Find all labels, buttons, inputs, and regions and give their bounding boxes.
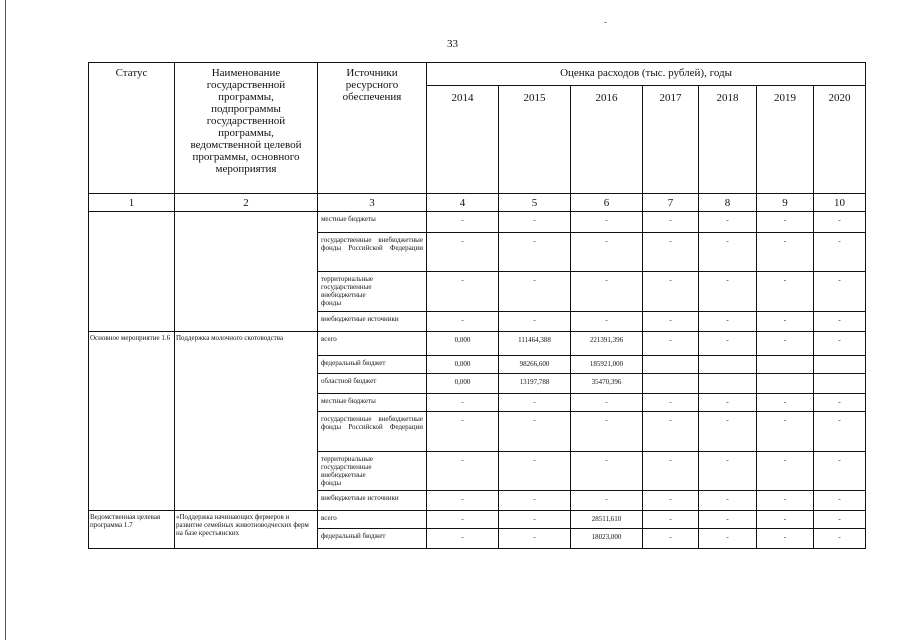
page-number: 33 xyxy=(447,38,458,50)
value-cell: - xyxy=(499,511,571,529)
value-cell: - xyxy=(499,312,571,332)
source-cell: областной бюджет xyxy=(318,374,427,394)
value-cell xyxy=(757,374,814,394)
value-cell: - xyxy=(571,312,643,332)
value-cell: - xyxy=(814,212,866,233)
value-cell: - xyxy=(814,529,866,549)
year-2016: 2016 xyxy=(571,86,643,194)
value-cell: - xyxy=(699,452,757,491)
value-cell: - xyxy=(571,491,643,511)
value-cell xyxy=(814,356,866,374)
value-cell: - xyxy=(571,272,643,312)
table-row xyxy=(89,511,866,529)
value-cell: - xyxy=(699,312,757,332)
value-cell: - xyxy=(643,491,699,511)
value-cell: 13197,788 xyxy=(499,374,571,394)
value-cell: 0,000 xyxy=(427,374,499,394)
year-2020: 2020 xyxy=(814,86,866,194)
value-cell: - xyxy=(499,412,571,452)
value-cell: - xyxy=(427,412,499,452)
value-cell: 98266,600 xyxy=(499,356,571,374)
value-cell: - xyxy=(499,272,571,312)
header-expenses: Оценка расходов (тыс. рублей), годы xyxy=(427,63,866,86)
value-cell: - xyxy=(699,233,757,272)
year-2017: 2017 xyxy=(643,86,699,194)
value-cell: - xyxy=(427,452,499,491)
value-cell: - xyxy=(757,412,814,452)
value-cell: - xyxy=(643,272,699,312)
value-cell: 185921,000 xyxy=(571,356,643,374)
value-cell: 18023,000 xyxy=(571,529,643,549)
value-cell: - xyxy=(757,491,814,511)
value-cell: - xyxy=(427,529,499,549)
source-cell: государственные внебюджетные фонды Российской Федерации xyxy=(318,412,427,452)
value-cell: - xyxy=(571,452,643,491)
source-cell: федеральный бюджет xyxy=(318,356,427,374)
value-cell: - xyxy=(814,511,866,529)
value-cell: 28511,610 xyxy=(571,511,643,529)
value-cell: - xyxy=(499,452,571,491)
value-cell: - xyxy=(427,272,499,312)
value-cell: - xyxy=(757,312,814,332)
header-status: Статус xyxy=(89,63,175,194)
value-cell: - xyxy=(814,312,866,332)
page-edge-line xyxy=(5,0,6,640)
value-cell: 0,000 xyxy=(427,356,499,374)
scan-artifact xyxy=(604,22,607,23)
value-cell: - xyxy=(499,212,571,233)
value-cell: - xyxy=(499,233,571,272)
value-cell: - xyxy=(814,272,866,312)
value-cell: - xyxy=(814,491,866,511)
value-cell: - xyxy=(571,212,643,233)
value-cell: - xyxy=(499,491,571,511)
column-numbers-row xyxy=(89,194,866,212)
year-2015: 2015 xyxy=(499,86,571,194)
value-cell: 111464,388 xyxy=(499,332,571,356)
value-cell: - xyxy=(699,394,757,412)
value-cell: - xyxy=(571,412,643,452)
value-cell: - xyxy=(814,233,866,272)
value-cell: - xyxy=(643,412,699,452)
value-cell: - xyxy=(427,233,499,272)
col-number: 5 xyxy=(499,194,571,212)
table-row xyxy=(89,332,866,356)
value-cell: - xyxy=(699,332,757,356)
value-cell: 0,000 xyxy=(427,332,499,356)
name-cell-empty xyxy=(175,212,318,332)
value-cell: - xyxy=(643,452,699,491)
budget-table xyxy=(88,62,866,549)
value-cell: - xyxy=(427,394,499,412)
source-cell: территориальные государственные внебюджетные фонды xyxy=(318,272,427,312)
value-cell: - xyxy=(427,491,499,511)
source-cell: местные бюджеты xyxy=(318,394,427,412)
value-cell: - xyxy=(699,212,757,233)
source-cell: территориальные государственные внебюджетные фонды xyxy=(318,452,427,491)
value-cell: - xyxy=(757,272,814,312)
value-cell: - xyxy=(757,394,814,412)
value-cell: - xyxy=(757,511,814,529)
value-cell: - xyxy=(699,511,757,529)
value-cell: - xyxy=(699,412,757,452)
col-number: 2 xyxy=(175,194,318,212)
value-cell: - xyxy=(757,452,814,491)
value-cell: 35470,396 xyxy=(571,374,643,394)
value-cell: - xyxy=(814,412,866,452)
table-row xyxy=(89,212,866,233)
value-cell: - xyxy=(571,394,643,412)
value-cell: - xyxy=(699,272,757,312)
value-cell: - xyxy=(643,212,699,233)
value-cell: - xyxy=(643,312,699,332)
source-cell: государственные внебюджетные фонды Российской Федерации xyxy=(318,233,427,272)
source-cell: всего xyxy=(318,511,427,529)
year-2019: 2019 xyxy=(757,86,814,194)
value-cell xyxy=(643,374,699,394)
value-cell xyxy=(699,356,757,374)
source-cell: местные бюджеты xyxy=(318,212,427,233)
value-cell: - xyxy=(427,212,499,233)
value-cell: - xyxy=(499,394,571,412)
value-cell: - xyxy=(699,491,757,511)
value-cell xyxy=(699,374,757,394)
col-number: 3 xyxy=(318,194,427,212)
value-cell: - xyxy=(757,529,814,549)
value-cell: - xyxy=(499,529,571,549)
value-cell: - xyxy=(757,332,814,356)
value-cell: - xyxy=(643,233,699,272)
status-cell-empty xyxy=(89,212,175,332)
value-cell: - xyxy=(757,233,814,272)
value-cell: - xyxy=(757,212,814,233)
value-cell xyxy=(814,374,866,394)
source-cell: федеральный бюджет xyxy=(318,529,427,549)
col-number: 1 xyxy=(89,194,175,212)
value-cell: - xyxy=(427,312,499,332)
col-number: 7 xyxy=(643,194,699,212)
year-2014: 2014 xyxy=(427,86,499,194)
value-cell: - xyxy=(643,394,699,412)
col-number: 6 xyxy=(571,194,643,212)
status-cell: Ведомственная целевая программа 1.7 xyxy=(89,511,175,549)
value-cell: - xyxy=(643,511,699,529)
value-cell: 221391,396 xyxy=(571,332,643,356)
col-number: 8 xyxy=(699,194,757,212)
header-name: Наименование государственной программы, подпрограммы государственной программы, ведомственной целевой программы, основного мероприятия xyxy=(175,63,318,194)
source-cell: внебюджетные источники xyxy=(318,312,427,332)
value-cell: - xyxy=(643,332,699,356)
value-cell xyxy=(643,356,699,374)
col-number: 9 xyxy=(757,194,814,212)
value-cell: - xyxy=(814,452,866,491)
value-cell: - xyxy=(814,332,866,356)
year-2018: 2018 xyxy=(699,86,757,194)
header-row xyxy=(89,63,866,86)
value-cell: - xyxy=(699,529,757,549)
value-cell: - xyxy=(814,394,866,412)
status-cell: Основное мероприятие 1.6 xyxy=(89,332,175,511)
value-cell: - xyxy=(427,511,499,529)
col-number: 10 xyxy=(814,194,866,212)
value-cell: - xyxy=(643,529,699,549)
name-cell: Поддержка молочного скотоводства xyxy=(175,332,318,511)
value-cell xyxy=(757,356,814,374)
source-cell: внебюджетные источники xyxy=(318,491,427,511)
source-cell: всего xyxy=(318,332,427,356)
header-sources: Источники ресурсного обеспечения xyxy=(318,63,427,194)
value-cell: - xyxy=(571,233,643,272)
name-cell: «Поддержка начинающих фермеров и развитие семейных животноводческих ферм на базе крестьянских xyxy=(175,511,318,549)
col-number: 4 xyxy=(427,194,499,212)
